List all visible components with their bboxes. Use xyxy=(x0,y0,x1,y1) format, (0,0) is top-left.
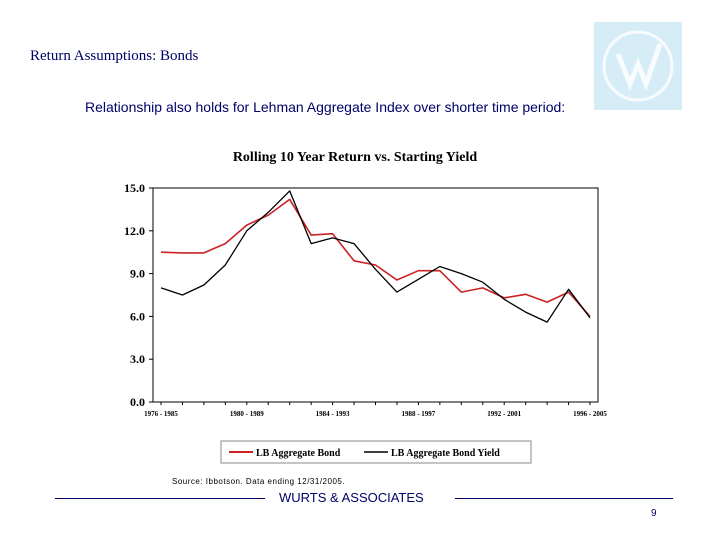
y-tick-label: 15.0 xyxy=(124,181,145,195)
legend-label-yield: LB Aggregate Bond Yield xyxy=(391,448,500,459)
y-tick-label: 0.0 xyxy=(130,395,145,409)
footer-divider-right xyxy=(455,498,673,499)
legend xyxy=(221,441,531,463)
series-lines xyxy=(161,191,590,322)
y-tick-label: 12.0 xyxy=(124,223,145,238)
series-line-lb-aggregate-bond-yield xyxy=(161,191,590,322)
x-axis xyxy=(144,402,607,418)
slide-subtitle: Relationship also holds for Lehman Aggregate Index over shorter time period: xyxy=(85,99,566,115)
slide-title: Return Assumptions: Bonds xyxy=(30,48,199,64)
plot-frame xyxy=(153,188,598,402)
source-note: Source: Ibbotson. Data ending 12/31/2005. xyxy=(172,477,346,486)
chart-area xyxy=(95,140,635,470)
footer-company: WURTS & ASSOCIATES xyxy=(279,490,424,505)
x-tick-label: 1984 - 1993 xyxy=(315,410,350,418)
logo-icon xyxy=(594,22,682,110)
series-line-lb-aggregate-bond xyxy=(161,199,590,316)
line-chart xyxy=(95,140,635,470)
y-tick-label: 9.0 xyxy=(130,266,145,281)
footer-divider-left xyxy=(55,498,265,499)
y-tick-label: 6.0 xyxy=(130,309,145,324)
company-logo xyxy=(594,22,682,110)
x-tick-label: 1988 - 1997 xyxy=(401,410,436,418)
x-tick-label: 1976 - 1985 xyxy=(144,410,178,418)
y-axis xyxy=(124,181,153,409)
chart-title: Rolling 10 Year Return vs. Starting Yield xyxy=(232,150,478,165)
x-tick-label: 1996 - 2005 xyxy=(573,410,607,418)
x-tick-label: 1992 - 2001 xyxy=(487,410,522,418)
legend-label-bond: LB Aggregate Bond xyxy=(256,448,341,459)
page-number: 9 xyxy=(651,508,657,519)
y-tick-label: 3.0 xyxy=(130,352,145,367)
x-tick-label: 1980 - 1989 xyxy=(229,410,264,418)
